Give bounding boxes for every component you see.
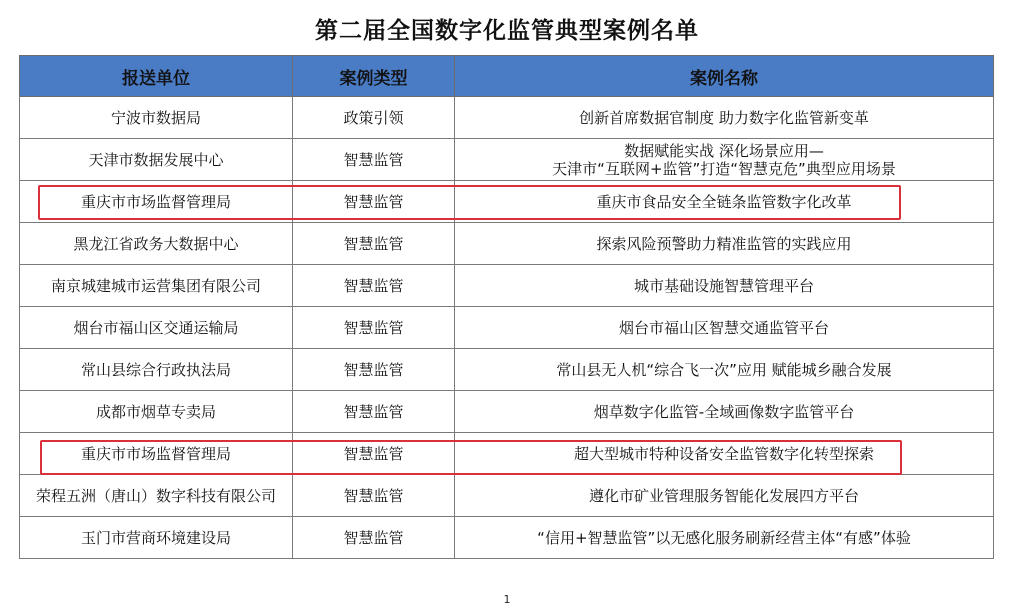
cell-unit: 天津市数据发展中心	[20, 139, 293, 181]
cell-name: 创新首席数据官制度 助力数字化监管新变革	[455, 97, 994, 139]
table-row	[20, 517, 994, 559]
table-row	[20, 97, 994, 139]
cell-name-line-1: 数据赋能实战 深化场景应用—	[624, 141, 824, 160]
table-row	[20, 391, 994, 433]
cell-unit: 重庆市市场监督管理局	[20, 181, 293, 223]
cell-unit: 重庆市市场监督管理局	[20, 433, 293, 475]
cell-unit: 玉门市营商环境建设局	[20, 517, 293, 559]
cell-unit: 荣程五洲（唐山）数字科技有限公司	[20, 475, 293, 517]
cell-unit: 烟台市福山区交通运输局	[20, 307, 293, 349]
cell-name: “信用+智慧监管”以无感化服务刷新经营主体“有感”体验	[455, 517, 994, 559]
cell-unit: 成都市烟草专卖局	[20, 391, 293, 433]
cell-unit: 常山县综合行政执法局	[20, 349, 293, 391]
header-name: 案例名称	[455, 56, 994, 97]
table-row	[20, 139, 994, 181]
cell-type: 智慧监管	[293, 307, 455, 349]
header-unit: 报送单位	[20, 56, 293, 97]
cell-type: 智慧监管	[293, 475, 455, 517]
page-title: 第二届全国数字化监管典型案例名单	[315, 17, 699, 44]
table-row	[20, 223, 994, 265]
header-type: 案例类型	[293, 56, 455, 97]
table-row	[20, 433, 994, 475]
cell-type: 智慧监管	[293, 349, 455, 391]
table-header-row	[20, 56, 994, 97]
cell-unit: 宁波市数据局	[20, 97, 293, 139]
cell-type: 智慧监管	[293, 139, 455, 181]
page-number: 1	[503, 593, 511, 606]
cell-unit: 黑龙江省政务大数据中心	[20, 223, 293, 265]
table-row	[20, 181, 994, 223]
cell-name: 重庆市食品安全全链条监管数字化改革	[455, 181, 994, 223]
table-row	[20, 475, 994, 517]
cell-name: 探索风险预警助力精准监管的实践应用	[455, 223, 994, 265]
cell-type: 智慧监管	[293, 265, 455, 307]
cell-type: 智慧监管	[293, 517, 455, 559]
cell-type: 智慧监管	[293, 181, 455, 223]
table-row	[20, 307, 994, 349]
cell-name: 烟台市福山区智慧交通监管平台	[455, 307, 994, 349]
cell-name-line-2: 天津市“互联网+监管”打造“智慧克危”典型应用场景	[552, 159, 896, 178]
cell-type: 政策引领	[293, 97, 455, 139]
table-row	[20, 265, 994, 307]
cell-name: 超大型城市特种设备安全监管数字化转型探索	[455, 433, 994, 475]
cell-type: 智慧监管	[293, 223, 455, 265]
cell-name	[455, 139, 994, 181]
table-row	[20, 349, 994, 391]
cell-name: 遵化市矿业管理服务智能化发展四方平台	[455, 475, 994, 517]
cell-type: 智慧监管	[293, 433, 455, 475]
cell-unit: 南京城建城市运营集团有限公司	[20, 265, 293, 307]
cell-name: 常山县无人机“综合飞一次”应用 赋能城乡融合发展	[455, 349, 994, 391]
cell-name: 烟草数字化监管-全域画像数字监管平台	[455, 391, 994, 433]
cell-name: 城市基础设施智慧管理平台	[455, 265, 994, 307]
cell-type: 智慧监管	[293, 391, 455, 433]
case-list-table	[19, 55, 994, 559]
